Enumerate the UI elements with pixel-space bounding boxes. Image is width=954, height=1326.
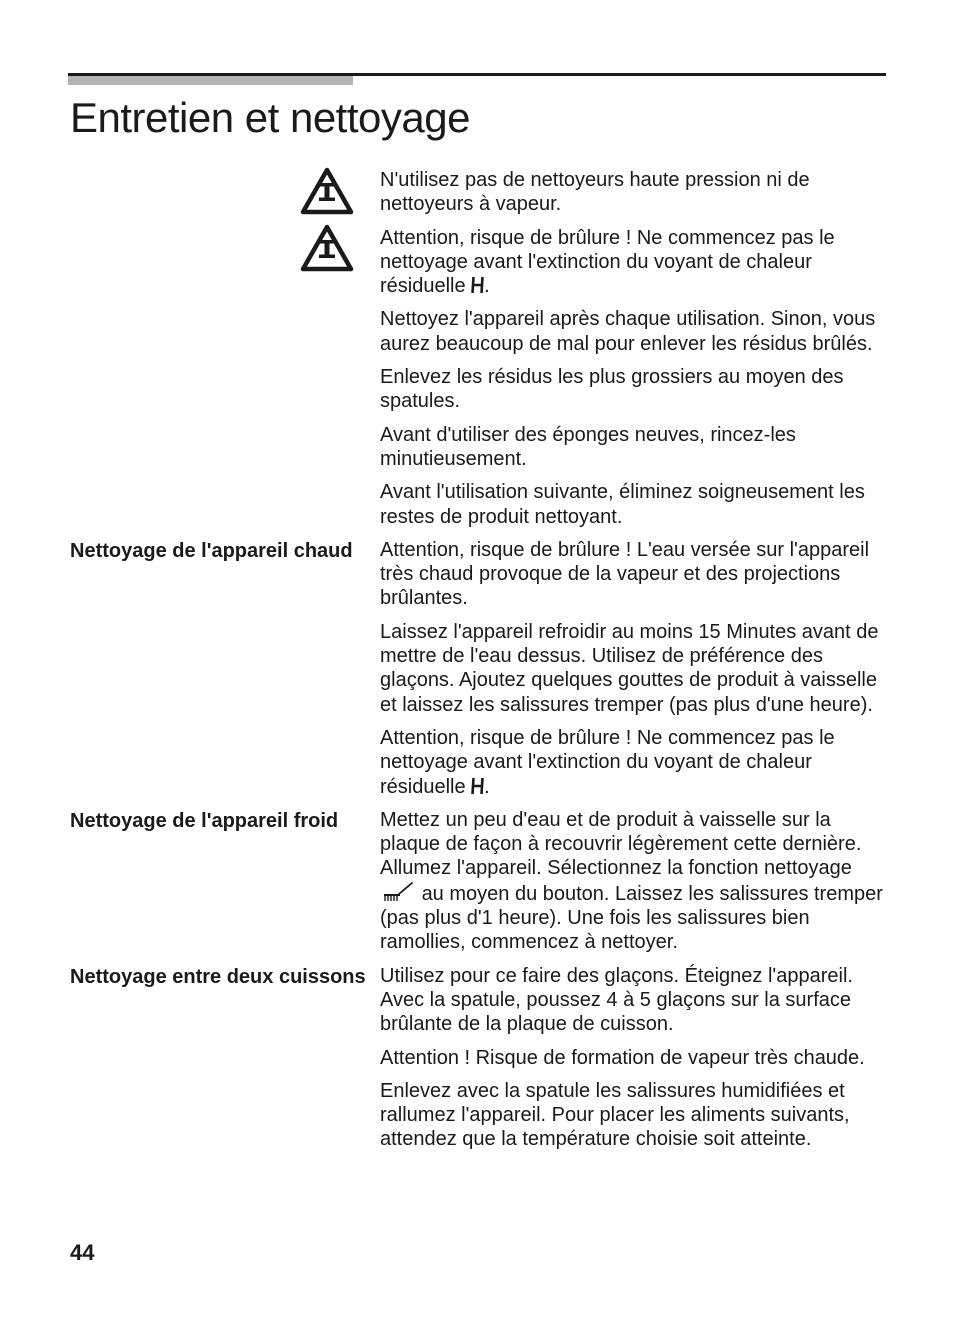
header-accent-bar (68, 76, 353, 85)
paragraph: Enlevez avec la spatule les salissures humidifiées et rallumez l'appareil. Pour placer les aliments suivants, attendez que la température choisie soit atteinte. (380, 1079, 850, 1151)
hot-cleaning-section (70, 538, 890, 808)
warnings-section (70, 168, 890, 307)
general-section (70, 307, 890, 537)
paragraph: Avant d'utiliser des éponges neuves, rincez-les minutieusement. (380, 423, 796, 470)
page-title: Entretien et nettoyage (70, 94, 470, 141)
paragraph: Utilisez pour ce faire des glaçons. Éteignez l'appareil. Avec la spatule, poussez 4 à 5 glaçons sur la surface brûlante de la plaque de cuisson. (380, 964, 853, 1036)
residual-heat-h-icon (471, 777, 484, 795)
paragraph: Avant l'utilisation suivante, éliminez soigneusement les restes de produit nettoyant. (380, 481, 865, 528)
paragraph: Laissez l'appareil refroidir au moins 15 Minutes avant de mettre de l'eau dessus. Utilisez de préférence des glaçons. Ajoutez quelques gouttes de produit à vaisselle et laissez les salissures tremper (pas plus d'une heure). (380, 620, 879, 716)
paragraph: Attention, risque de brûlure ! L'eau versée sur l'appareil très chaud provoque de la vapeur et des projections brûlantes. (380, 538, 870, 610)
paragraph: Attention, risque de brûlure ! Ne commencez pas le nettoyage avant l'extinction du voyant de chaleur résiduelle . (380, 726, 835, 798)
cleaning-function-icon (382, 881, 414, 903)
section-label: Nettoyage de l'appareil chaud (70, 539, 353, 562)
section-label: Nettoyage de l'appareil froid (70, 809, 339, 832)
warning-triangle-icon (300, 167, 354, 215)
section-label: Nettoyage entre deux cuissons (70, 965, 366, 988)
warning-burn-residual-heat: Attention, risque de brûlure ! Ne commencez pas le nettoyage avant l'extinction du voyant de chaleur résiduelle . (380, 226, 835, 298)
warning-pressure-cleaner: N'utilisez pas de nettoyeurs haute pression ni de nettoyeurs à vapeur. (380, 169, 810, 216)
paragraph: Enlevez les résidus les plus grossiers au moyen des spatules. (380, 366, 844, 413)
paragraph: Nettoyez l'appareil après chaque utilisation. Sinon, vous aurez beaucoup de mal pour enlever les résidus brûlés. (380, 308, 876, 355)
page-number: 44 (70, 1240, 95, 1265)
between-cooking-section (70, 964, 890, 1161)
paragraph: Attention ! Risque de formation de vapeur très chaude. (380, 1046, 865, 1069)
content (70, 168, 890, 1161)
cold-cleaning-section (70, 808, 890, 964)
residual-heat-h-icon (471, 276, 484, 294)
warning-triangle-icon (300, 224, 354, 272)
paragraph: Mettez un peu d'eau et de produit à vaisselle sur la plaque de façon à recouvrir légèrement cette dernière. Allumez l'appareil. Sélectionnez la fonction nettoyage au moyen du bouton. Laissez les salissures tremper (pas plus d'1 heure). Une fois les salissures bien ramollies, commencez à nettoyer. (380, 808, 883, 954)
